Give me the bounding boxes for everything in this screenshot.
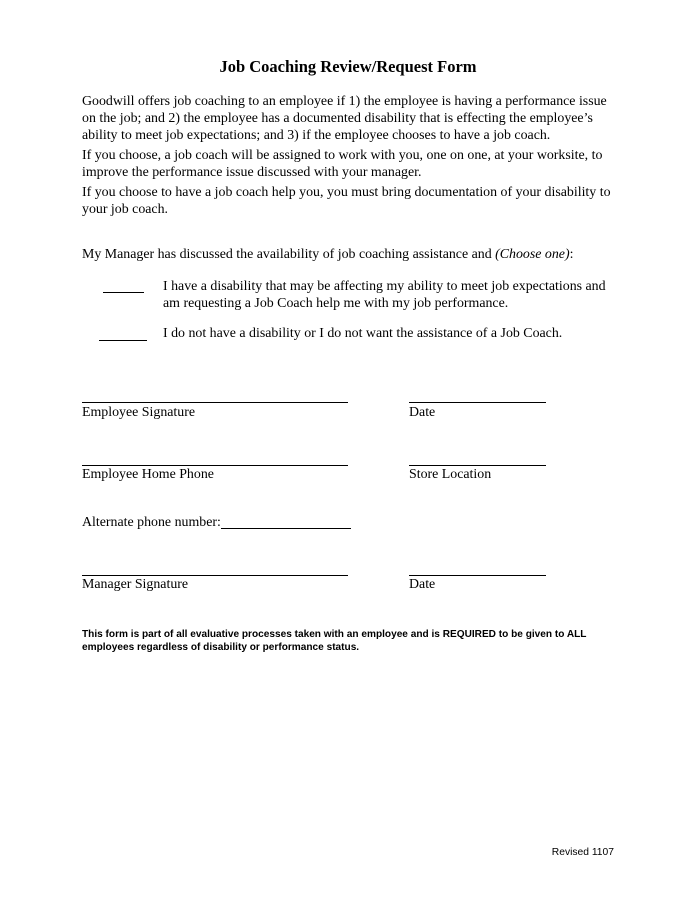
choose-one-hint: (Choose one) [495,247,570,262]
footer-note: This form is part of all evaluative processes taken with an employee and is REQUIRED to be given to ALL employees regardless of disability or performance status. [82,629,587,653]
option-1-label: I have a disability that may be affecting my ability to meet job expectations and am requesting a Job Coach help me with my job performance. [163,279,606,311]
option-2-checkbox-blank[interactable] [99,340,147,341]
intro-paragraph-1: Goodwill offers job coaching to an employee if 1) the employee is having a performance issue on the job; and 2) the employee has a documented disability that is effecting the employee’s ability to meet job expectations; and 3) if the employee chooses to have a job coach. [82,94,607,143]
date-label-2: Date [409,577,436,592]
manager-signature-label: Manager Signature [82,577,189,592]
intro-paragraph-3: If you choose to have a job coach help you, you must bring documentation of your disability to your job coach. [82,185,611,217]
form-title: Job Coaching Review/Request Form [219,57,477,76]
revision-label: Revised 1107 [551,847,614,858]
date-label-1: Date [409,405,436,420]
option-2-label: I do not have a disability or I do not want the assistance of a Job Coach. [163,326,563,341]
alternate-phone-line[interactable] [221,528,351,529]
intro-paragraph-2: If you choose, a job coach will be assigned to work with you, one on one, at your worksite, to improve the performance issue discussed with your manager. [82,148,603,180]
choice-prompt-text: My Manager has discussed the availability of job coaching assistance and [82,247,496,262]
store-location-label: Store Location [409,467,492,482]
option-1-checkbox-blank[interactable] [103,292,144,293]
date-line-1[interactable] [409,402,546,403]
choice-prompt [82,246,573,263]
employee-signature-line[interactable] [82,402,348,403]
employee-home-phone-label: Employee Home Phone [82,467,214,482]
employee-signature-label: Employee Signature [82,405,196,420]
alternate-phone-label: Alternate phone number: [82,515,221,530]
choice-prompt-colon: : [569,247,574,262]
